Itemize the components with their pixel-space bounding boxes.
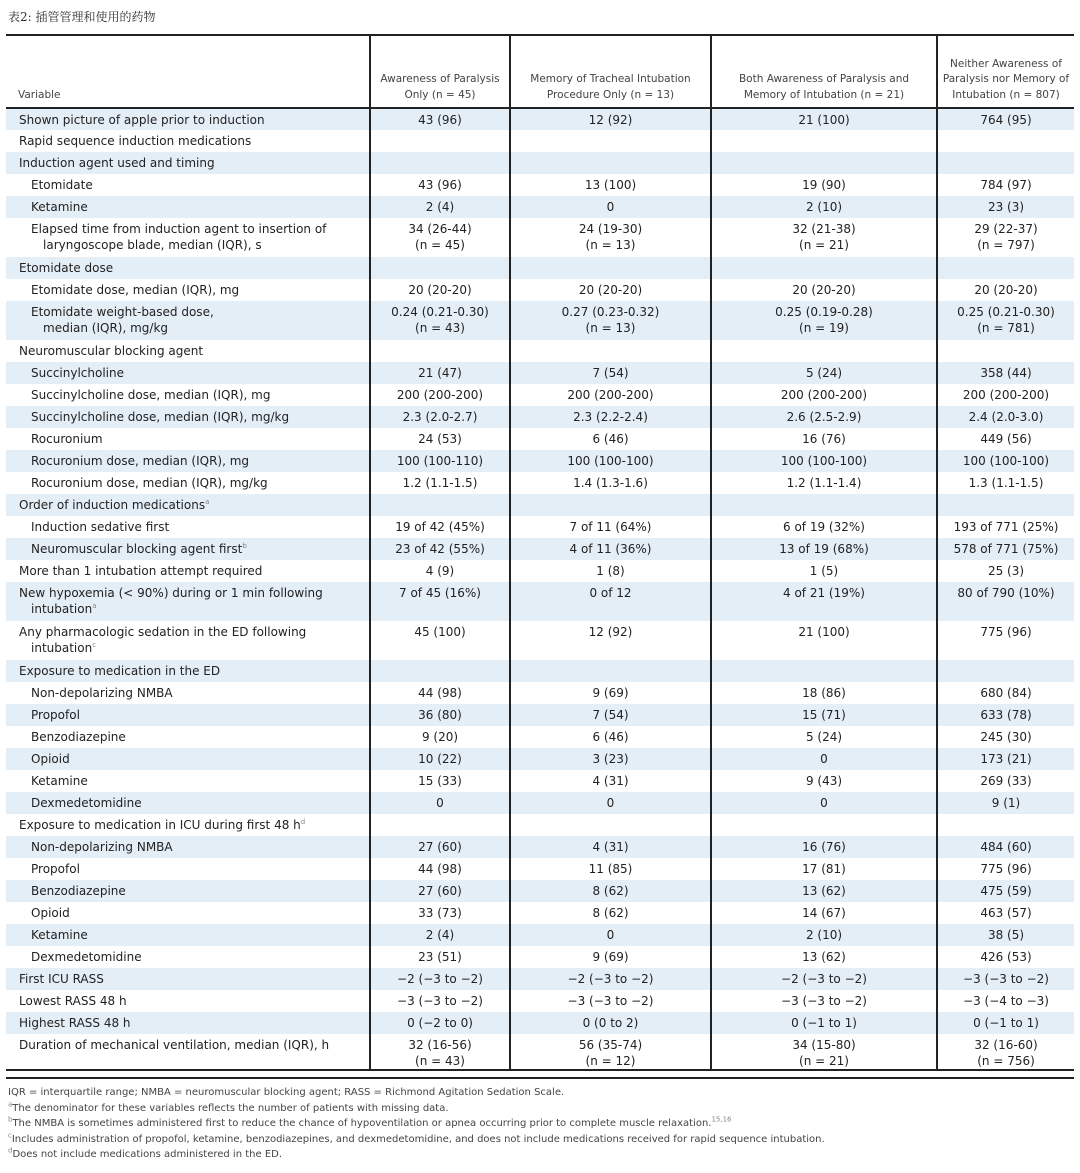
row-value-col3: 5 (24)	[711, 362, 937, 384]
row-label: Succinylcholine dose, median (IQR), mg	[31, 388, 271, 402]
row-value-col2: 4 (31)	[510, 770, 711, 792]
row-value-col4: 484 (60)	[937, 836, 1074, 858]
table-row	[6, 836, 1074, 858]
row-value-col2: 56 (35-74) (n = 12)	[510, 1034, 711, 1070]
row-value-col1: 100 (100-110)	[370, 450, 510, 472]
row-value-col2: 100 (100-100)	[510, 450, 711, 472]
row-value-col2	[510, 340, 711, 362]
row-value-col3	[711, 130, 937, 152]
row-label: Lowest RASS 48 h	[19, 994, 127, 1008]
row-value-col3: 13 (62)	[711, 946, 937, 968]
row-value-col1: 24 (53)	[370, 428, 510, 450]
table-row	[6, 792, 1074, 814]
row-value-col2: 6 (46)	[510, 726, 711, 748]
row-value-col4: −3 (−4 to −3)	[937, 990, 1074, 1012]
row-label: Etomidate	[31, 178, 93, 192]
table-row	[6, 174, 1074, 196]
row-value-col1: 7 of 45 (16%)	[370, 582, 510, 621]
header-awareness-only: Awareness of Paralysis Only (n = 45)	[370, 35, 510, 108]
row-value-col3: 15 (71)	[711, 704, 937, 726]
row-value-col1	[370, 130, 510, 152]
row-label: Rocuronium	[31, 432, 103, 446]
table-row	[6, 660, 1074, 682]
row-label: First ICU RASS	[6, 968, 370, 990]
row-value-col4: 38 (5)	[937, 924, 1074, 946]
row-value-col4: 0 (−1 to 1)	[937, 1012, 1074, 1034]
row-value-col3: 18 (86)	[711, 682, 937, 704]
table-row	[6, 946, 1074, 968]
table-row	[6, 257, 1074, 279]
row-value-col2: 3 (23)	[510, 748, 711, 770]
row-value-col4: 20 (20-20)	[937, 279, 1074, 301]
row-value-col3: 20 (20-20)	[711, 279, 937, 301]
row-value-col4	[937, 494, 1074, 516]
table-row	[6, 494, 1074, 516]
row-label: Rocuronium dose, median (IQR), mg	[6, 450, 370, 472]
row-value-col4: 0.25 (0.21-0.30) (n = 781)	[937, 301, 1074, 340]
table-row	[6, 704, 1074, 726]
row-value-col4: 32 (16-60) (n = 756)	[937, 1034, 1074, 1070]
table-header-row	[6, 35, 1074, 108]
row-label: Ketamine	[31, 774, 88, 788]
row-value-col1: 44 (98)	[370, 858, 510, 880]
row-value-col4: −3 (−3 to −2)	[937, 968, 1074, 990]
row-label: Duration of mechanical ventilation, median (IQR), h	[6, 1034, 370, 1070]
table-row	[6, 301, 1074, 340]
row-label: Induction agent used and timing	[6, 152, 370, 174]
row-value-col1: 43 (96)	[370, 174, 510, 196]
row-value-col2: −3 (−3 to −2)	[510, 990, 711, 1012]
row-value-col4: 578 of 771 (75%)	[937, 538, 1074, 560]
header-both: Both Awareness of Paralysis and Memory of Intubation (n = 21)	[711, 35, 937, 108]
row-value-col2	[510, 130, 711, 152]
table-row	[6, 450, 1074, 472]
row-value-col3: 100 (100-100)	[711, 450, 937, 472]
row-label: Propofol	[6, 704, 370, 726]
row-value-col2: 0 of 12	[510, 582, 711, 621]
row-value-col3: 17 (81)	[711, 858, 937, 880]
row-value-col4: 358 (44)	[937, 362, 1074, 384]
row-value-col1: 4 (9)	[370, 560, 510, 582]
row-label: Succinylcholine	[6, 362, 370, 384]
row-value-col2	[510, 660, 711, 682]
row-value-col3: 14 (67)	[711, 902, 937, 924]
footnote-d: $^d$Does not include medications administered in the ED.	[8, 1146, 283, 1160]
row-value-col3: 0	[711, 748, 937, 770]
row-value-col1: 33 (73)	[370, 902, 510, 924]
row-value-col4	[937, 814, 1074, 836]
footnote-abbreviations: IQR = interquartile range; NMBA = neuromuscular blocking agent; RASS = Richmond Agitation Sedation Scale.	[8, 1087, 565, 1098]
table-row	[6, 428, 1074, 450]
row-value-col1: 1.2 (1.1-1.5)	[370, 472, 510, 494]
row-value-col2	[510, 257, 711, 279]
row-value-col3: 13 of 19 (68%)	[711, 538, 937, 560]
row-value-col1: 20 (20-20)	[370, 279, 510, 301]
row-label: Elapsed time from induction agent to insertion of laryngoscope blade, median (IQR), s	[31, 222, 327, 252]
row-value-col1: 44 (98)	[370, 682, 510, 704]
row-label: Opioid	[31, 906, 70, 920]
row-value-col4: 200 (200-200)	[937, 384, 1074, 406]
row-value-col3: −3 (−3 to −2)	[711, 990, 937, 1012]
row-value-col4: 475 (59)	[937, 880, 1074, 902]
row-value-col2: 8 (62)	[510, 902, 711, 924]
row-label: Neuromuscular blocking agent	[19, 344, 204, 358]
table-row	[6, 682, 1074, 704]
row-value-col4: 775 (96)	[937, 621, 1074, 660]
row-value-col4: 193 of 771 (25%)	[937, 516, 1074, 538]
row-value-col2: 7 (54)	[510, 362, 711, 384]
row-value-col4: 173 (21)	[937, 748, 1074, 770]
row-value-col2: 12 (92)	[510, 621, 711, 660]
row-value-col2: 0	[510, 792, 711, 814]
table-row	[6, 621, 1074, 660]
row-value-col4	[937, 257, 1074, 279]
header-neither: Neither Awareness of Paralysis nor Memory of Intubation (n = 807)	[937, 35, 1074, 108]
row-value-col4: 269 (33)	[937, 770, 1074, 792]
row-label: Exposure to medication in the ED	[6, 660, 370, 682]
row-value-col2: 200 (200-200)	[510, 384, 711, 406]
row-value-col1: 0.24 (0.21-0.30) (n = 43)	[370, 301, 510, 340]
row-value-col3: 21 (100)	[711, 621, 937, 660]
row-value-col4: 463 (57)	[937, 902, 1074, 924]
row-value-col3: 6 of 19 (32%)	[711, 516, 937, 538]
row-label: Dexmedetomidine	[6, 792, 370, 814]
row-value-col1: 2 (4)	[370, 196, 510, 218]
footnote-c: $^c$Includes administration of propofol, ketamine, benzodiazepines, and dexmedetomidine, and does not include medications received for rapid sequence intubation.	[8, 1131, 825, 1145]
row-value-col1: 9 (20)	[370, 726, 510, 748]
row-value-col1: 32 (16-56) (n = 43)	[370, 1034, 510, 1070]
row-value-col3: 34 (15-80) (n = 21)	[711, 1034, 937, 1070]
row-label: Rocuronium dose, median (IQR), mg/kg	[31, 476, 268, 490]
row-value-col4: 80 of 790 (10%)	[937, 582, 1074, 621]
row-value-col2: 6 (46)	[510, 428, 711, 450]
row-value-col2: 9 (69)	[510, 946, 711, 968]
row-value-col3: −2 (−3 to −2)	[711, 968, 937, 990]
table-row	[6, 152, 1074, 174]
row-value-col4: 100 (100-100)	[937, 450, 1074, 472]
row-value-col1: 0 (−2 to 0)	[370, 1012, 510, 1034]
row-label: Benzodiazepine	[6, 880, 370, 902]
row-value-col3: 1 (5)	[711, 560, 937, 582]
row-value-col2: 20 (20-20)	[510, 279, 711, 301]
row-value-col1: 10 (22)	[370, 748, 510, 770]
row-value-col4	[937, 152, 1074, 174]
row-value-col4	[937, 130, 1074, 152]
row-label: Order of induction medications$^a$	[6, 494, 370, 516]
row-value-col2: 11 (85)	[510, 858, 711, 880]
table-row	[6, 924, 1074, 946]
row-value-col1: 27 (60)	[370, 880, 510, 902]
row-value-col2	[510, 814, 711, 836]
table-row	[6, 748, 1074, 770]
row-label: Etomidate dose, median (IQR), mg	[31, 283, 240, 297]
row-value-col4: 245 (30)	[937, 726, 1074, 748]
row-value-col3	[711, 257, 937, 279]
row-label: Etomidate weight-based dose, median (IQR), mg/kg	[6, 301, 370, 340]
row-value-col1: 43 (96)	[370, 108, 510, 130]
row-label: More than 1 intubation attempt required	[19, 564, 263, 578]
table-row	[6, 406, 1074, 428]
row-value-col4: 764 (95)	[937, 108, 1074, 130]
row-value-col1: 200 (200-200)	[370, 384, 510, 406]
table-row	[6, 560, 1074, 582]
table-row	[6, 1034, 1074, 1070]
table-row	[6, 814, 1074, 836]
row-label: Exposure to medication in ICU during first 48 $h^d$	[19, 818, 306, 832]
row-value-col2: 0 (0 to 2)	[510, 1012, 711, 1034]
table-row	[6, 880, 1074, 902]
row-value-col4: 23 (3)	[937, 196, 1074, 218]
table-row	[6, 726, 1074, 748]
row-value-col1	[370, 494, 510, 516]
row-value-col4: 29 (22-37) (n = 797)	[937, 218, 1074, 257]
row-value-col2: −2 (−3 to −2)	[510, 968, 711, 990]
medications-table	[6, 34, 1074, 1071]
row-value-col1: 21 (47)	[370, 362, 510, 384]
row-value-col3: 16 (76)	[711, 428, 937, 450]
row-value-col3: 4 of 21 (19%)	[711, 582, 937, 621]
row-value-col3: 200 (200-200)	[711, 384, 937, 406]
row-value-col1: −3 (−3 to −2)	[370, 990, 510, 1012]
table-row	[6, 858, 1074, 880]
row-value-col2: 0	[510, 196, 711, 218]
row-value-col4: 25 (3)	[937, 560, 1074, 582]
row-label: Propofol	[31, 862, 80, 876]
row-value-col3	[711, 340, 937, 362]
row-value-col2: 4 of 11 (36%)	[510, 538, 711, 560]
row-value-col3	[711, 494, 937, 516]
row-value-col2: 1 (8)	[510, 560, 711, 582]
table-row	[6, 770, 1074, 792]
row-value-col2: 12 (92)	[510, 108, 711, 130]
row-value-col3: 1.2 (1.1-1.4)	[711, 472, 937, 494]
footnote-b: $^b$The NMBA is sometimes administered first to reduce the chance of hypoventilation or apnea occurring prior to complete muscle relaxation.$^{15,16}$	[8, 1115, 732, 1129]
table-row	[6, 902, 1074, 924]
row-value-col4	[937, 660, 1074, 682]
row-value-col1	[370, 152, 510, 174]
row-value-col2: 8 (62)	[510, 880, 711, 902]
row-value-col2: 9 (69)	[510, 682, 711, 704]
row-value-col3: 2 (10)	[711, 196, 937, 218]
table-row	[6, 968, 1074, 990]
row-value-col2	[510, 494, 711, 516]
row-value-col1	[370, 660, 510, 682]
row-value-col3: 0 (−1 to 1)	[711, 1012, 937, 1034]
row-value-col2: 0	[510, 924, 711, 946]
row-value-col4: 775 (96)	[937, 858, 1074, 880]
row-value-col1: −2 (−3 to −2)	[370, 968, 510, 990]
table-caption: 表2: 插管管理和使用的药物	[8, 10, 156, 24]
table-row	[6, 1012, 1074, 1034]
table-row	[6, 218, 1074, 257]
row-value-col4	[937, 340, 1074, 362]
row-value-col3: 19 (90)	[711, 174, 937, 196]
row-value-col2	[510, 152, 711, 174]
row-label: Etomidate dose	[6, 257, 370, 279]
row-label: Opioid	[6, 748, 370, 770]
table-row	[6, 130, 1074, 152]
row-value-col1: 23 of 42 (55%)	[370, 538, 510, 560]
row-value-col1	[370, 340, 510, 362]
footnotes	[8, 1085, 1068, 1163]
row-value-col1: 27 (60)	[370, 836, 510, 858]
row-value-col1: 45 (100)	[370, 621, 510, 660]
table-body	[6, 108, 1074, 1070]
row-value-col4: 426 (53)	[937, 946, 1074, 968]
row-value-col2: 7 (54)	[510, 704, 711, 726]
row-value-col4: 9 (1)	[937, 792, 1074, 814]
row-value-col1: 2.3 (2.0-2.7)	[370, 406, 510, 428]
row-label: Non-depolarizing NMBA	[31, 686, 173, 700]
table-row	[6, 384, 1074, 406]
row-value-col4: 1.3 (1.1-1.5)	[937, 472, 1074, 494]
table-row	[6, 362, 1074, 384]
row-value-col3	[711, 660, 937, 682]
header-variable: Variable	[6, 35, 370, 108]
table-row	[6, 516, 1074, 538]
row-value-col1: 2 (4)	[370, 924, 510, 946]
row-value-col1: 23 (51)	[370, 946, 510, 968]
row-value-col1	[370, 814, 510, 836]
row-value-col3	[711, 152, 937, 174]
row-value-col3: 5 (24)	[711, 726, 937, 748]
table-row	[6, 582, 1074, 621]
row-value-col1: 19 of 42 (45%)	[370, 516, 510, 538]
row-value-col2: 13 (100)	[510, 174, 711, 196]
row-value-col3: 16 (76)	[711, 836, 937, 858]
row-label: Benzodiazepine	[31, 730, 126, 744]
row-value-col1: 34 (26-44) (n = 45)	[370, 218, 510, 257]
row-value-col3: 9 (43)	[711, 770, 937, 792]
row-value-col3: 13 (62)	[711, 880, 937, 902]
row-value-col2: 24 (19-30) (n = 13)	[510, 218, 711, 257]
row-value-col3: 32 (21-38) (n = 21)	[711, 218, 937, 257]
row-label: Ketamine	[6, 924, 370, 946]
row-label: Dexmedetomidine	[31, 950, 142, 964]
row-value-col3: 21 (100)	[711, 108, 937, 130]
row-label: Induction sedative first	[31, 520, 170, 534]
row-value-col4: 449 (56)	[937, 428, 1074, 450]
table-row	[6, 990, 1074, 1012]
row-value-col2: 2.3 (2.2-2.4)	[510, 406, 711, 428]
row-value-col3	[711, 814, 937, 836]
row-value-col3: 0	[711, 792, 937, 814]
row-label: Neuromuscular blocking agent first$^b$	[6, 538, 370, 560]
row-value-col1	[370, 257, 510, 279]
footnote-a: $^a$The denominator for these variables reflects the number of patients with missing data.	[8, 1100, 449, 1114]
row-value-col4: 680 (84)	[937, 682, 1074, 704]
row-value-col1: 0	[370, 792, 510, 814]
row-label: Shown picture of apple prior to induction	[6, 108, 370, 130]
row-label: Non-depolarizing NMBA	[6, 836, 370, 858]
row-label: Rapid sequence induction medications	[19, 134, 252, 148]
row-value-col2: 4 (31)	[510, 836, 711, 858]
table-row	[6, 340, 1074, 362]
row-value-col1: 36 (80)	[370, 704, 510, 726]
row-value-col4: 2.4 (2.0-3.0)	[937, 406, 1074, 428]
row-value-col4: 633 (78)	[937, 704, 1074, 726]
row-label: Ketamine	[6, 196, 370, 218]
header-memory-only: Memory of Tracheal Intubation Procedure Only (n = 13)	[510, 35, 711, 108]
table-row	[6, 279, 1074, 301]
row-value-col3: 2.6 (2.5-2.9)	[711, 406, 937, 428]
row-value-col2: 1.4 (1.3-1.6)	[510, 472, 711, 494]
table-row	[6, 108, 1074, 130]
row-value-col3: 0.25 (0.19-0.28) (n = 19)	[711, 301, 937, 340]
row-value-col4: 784 (97)	[937, 174, 1074, 196]
row-value-col3: 2 (10)	[711, 924, 937, 946]
row-value-col1: 15 (33)	[370, 770, 510, 792]
row-label: New hypoxemia (< 90%) during or 1 min following intubation$^a$	[6, 582, 370, 621]
table-row	[6, 538, 1074, 560]
table-row	[6, 196, 1074, 218]
row-label: Highest RASS 48 h	[6, 1012, 370, 1034]
row-value-col2: 0.27 (0.23-0.32) (n = 13)	[510, 301, 711, 340]
row-label: Any pharmacologic sedation in the ED following intubation$^c$	[19, 625, 307, 655]
table-bottom-rule	[6, 1077, 1074, 1079]
row-label: Succinylcholine dose, median (IQR), mg/kg	[6, 406, 370, 428]
row-value-col2: 7 of 11 (64%)	[510, 516, 711, 538]
table-row	[6, 472, 1074, 494]
